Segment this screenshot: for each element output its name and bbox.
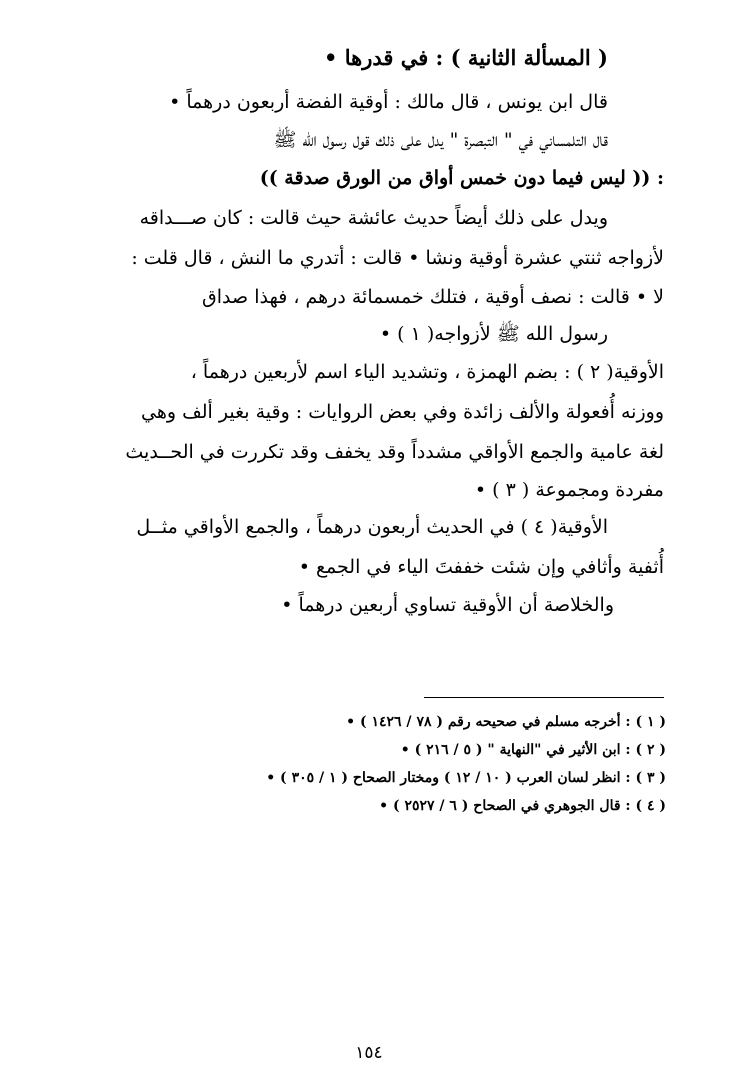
body-line: لا • قالت : نصف أوقية ، فتلك خمسمائة درهم ، فهذا صداق [202, 286, 664, 308]
body-line: الأوقية( ٢ ) : بضم الهمزة ، وتشديد الياء اسم لأربعين درهماً ، [190, 361, 664, 383]
body-line: رسول الله ﷺ لأزواجه( ١ ) • [379, 323, 608, 345]
footnote: ( ٣ ) : انظر لسان العرب ( ١٠ / ١٢ ) ومختار الصحاح ( ١ / ٣٠٥ ) • [266, 770, 666, 786]
body-line: ووزنه أُفعولة والألف زائدة وفي بعض الروايات : وقية بغير ألف وهي [141, 401, 664, 423]
body-line: ويدل على ذلك أيضاً حديث عائشة حيث قالت : كان صـــداقه [139, 207, 608, 229]
section-heading: ( المسألة الثانية ) : في قدرها • [323, 45, 608, 70]
footnote: ( ٢ ) : ابن الأثير في "النهاية " ( ٥ / ٢١٦ ) • [400, 742, 666, 758]
hadith-quote-line: : (( ليس فيما دون خمس أواق من الورق صدقة )) [259, 167, 664, 189]
body-line: لغة عامية والجمع الأواقي مشدداً وقد يخفف وقد تكررت في الحــديث [125, 441, 664, 463]
body-line: مفردة ومجموعة ( ٣ ) • [474, 479, 664, 501]
footnote-separator [424, 697, 664, 698]
body-line: قال ابن يونس ، قال مالك : أوقية الفضة أربعون درهماً • [169, 91, 608, 113]
footnote: ( ٤ ) : قال الجوهري في الصحاح ( ٦ / ٢٥٢٧ ) • [379, 798, 666, 814]
body-line: أُثفية وأثافي وإن شئت خففتَ الياء في الجمع • [298, 556, 664, 578]
body-line: الأوقية( ٤ ) في الحديث أربعون درهماً ، والجمع الأواقي مثــل [136, 516, 608, 538]
page-number: ١٥٤ [355, 1043, 383, 1063]
footnote: ( ١ ) : أخرجه مسلم في صحيحه رقم ( ٧٨ / ١٤٢٦ ) • [346, 714, 666, 730]
body-line: والخلاصة أن الأوقية تساوي أربعين درهماً • [281, 594, 614, 616]
body-line: لأزواجه ثنتي عشرة أوقية ونشا • قالت : أتدري ما النش ، قال قلت : [131, 247, 664, 269]
body-line: قال التلمساني في " التبصرة " يدل على ذلك قول رسول الله ﷺ [273, 129, 608, 151]
